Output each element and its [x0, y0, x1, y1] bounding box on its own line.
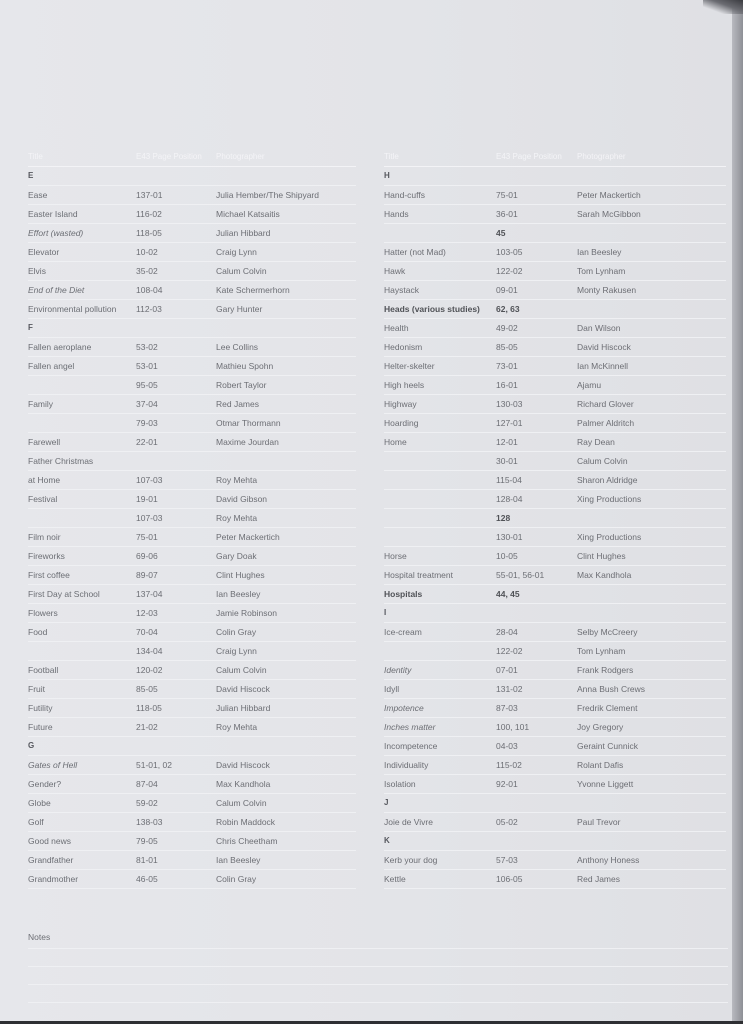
- entry-title: Effort (wasted): [28, 228, 84, 238]
- table-row: [384, 699, 726, 718]
- entry-title: Heads (various studies): [384, 304, 480, 314]
- entry-page-position: 21-02: [136, 722, 158, 732]
- entry-photographer: Colin Gray: [216, 874, 257, 884]
- table-row: [28, 224, 356, 243]
- table-row: [28, 357, 356, 376]
- section-letter: G: [28, 741, 35, 750]
- table-row: [384, 547, 726, 566]
- entry-page-position: 57-03: [496, 855, 518, 865]
- entry-photographer: Rolant Dafis: [577, 760, 624, 770]
- entry-photographer: Tom Lynham: [577, 266, 626, 276]
- section-letter-row: [384, 794, 726, 813]
- entry-title: Gates of Hell: [28, 760, 78, 770]
- entry-page-position: 87-03: [496, 703, 518, 713]
- section-letter: J: [384, 798, 389, 807]
- table-row: [28, 794, 356, 813]
- column-header-row: [28, 146, 356, 167]
- entry-page-position: 106-05: [496, 874, 523, 884]
- entry-title: Kettle: [384, 874, 406, 884]
- entry-title: Farewell: [28, 437, 61, 447]
- entry-page-position: 55-01, 56-01: [496, 570, 545, 580]
- notes-line: [28, 949, 728, 967]
- section-letter-row: [384, 832, 726, 851]
- entry-page-position: 36-01: [496, 209, 518, 219]
- entry-photographer: David Hiscock: [216, 684, 270, 694]
- entry-page-position: 09-01: [496, 285, 518, 295]
- entry-photographer: Red James: [216, 399, 259, 409]
- section-letter-row: [28, 167, 356, 186]
- entry-page-position: 81-01: [136, 855, 158, 865]
- table-row: [28, 623, 356, 642]
- section-letter-row: [384, 167, 726, 186]
- entry-page-position: 10-05: [496, 551, 518, 561]
- entry-photographer: Xing Productions: [577, 532, 642, 542]
- table-row: [28, 262, 356, 281]
- entry-page-position: 79-03: [136, 418, 158, 428]
- table-row: [384, 205, 726, 224]
- entry-page-position: 70-04: [136, 627, 158, 637]
- entry-photographer: Julian Hibbard: [216, 228, 271, 238]
- page-edge: [732, 0, 743, 1024]
- entry-title: Ice-cream: [384, 627, 422, 637]
- entry-title: Fallen angel: [28, 361, 75, 371]
- header-title: Title: [28, 152, 43, 161]
- entry-title: Incompetence: [384, 741, 438, 751]
- table-row: [384, 737, 726, 756]
- entry-photographer: Robert Taylor: [216, 380, 267, 390]
- entry-photographer: Colin Gray: [216, 627, 257, 637]
- entry-photographer: Anna Bush Crews: [577, 684, 646, 694]
- entry-page-position: 49-02: [496, 323, 518, 333]
- entry-photographer: Calum Colvin: [577, 456, 628, 466]
- entry-title: Elvis: [28, 266, 46, 276]
- entry-page-position: 92-01: [496, 779, 518, 789]
- entry-photographer: Peter Mackertich: [216, 532, 280, 542]
- entry-photographer: Fredrik Clement: [577, 703, 638, 713]
- entry-page-position: 51-01, 02: [136, 760, 172, 770]
- entry-title: Health: [384, 323, 409, 333]
- table-row: [28, 186, 356, 205]
- table-row: [28, 680, 356, 699]
- entry-page-position: 73-01: [496, 361, 518, 371]
- table-row: [28, 718, 356, 737]
- entry-title: Kerb your dog: [384, 855, 438, 865]
- table-row: [28, 395, 356, 414]
- entry-photographer: Xing Productions: [577, 494, 642, 504]
- entry-title: High heels: [384, 380, 425, 390]
- entry-page-position: 05-02: [496, 817, 518, 827]
- entry-photographer: Roy Mehta: [216, 722, 258, 732]
- entry-photographer: Geraint Cunnick: [577, 741, 638, 751]
- entry-title: Grandfather: [28, 855, 74, 865]
- section-letter: K: [384, 836, 390, 845]
- entry-photographer: Ian Beesley: [577, 247, 622, 257]
- entry-photographer: Max Kandhola: [216, 779, 271, 789]
- entry-photographer: Sharon Aldridge: [577, 475, 638, 485]
- entry-photographer: Calum Colvin: [216, 798, 267, 808]
- table-row: [28, 205, 356, 224]
- entry-photographer: Roy Mehta: [216, 513, 258, 523]
- entry-title: Isolation: [384, 779, 416, 789]
- entry-page-position: 10-02: [136, 247, 158, 257]
- page-corner-shadow: [703, 0, 743, 14]
- entry-page-position: 75-01: [496, 190, 518, 200]
- table-row: [28, 832, 356, 851]
- entry-page-position: 118-05: [136, 703, 162, 713]
- entry-page-position: 137-04: [136, 589, 163, 599]
- entry-page-position: 85-05: [496, 342, 518, 352]
- entry-photographer: Clint Hughes: [216, 570, 265, 580]
- table-row: [384, 756, 726, 775]
- entry-page-position: 45: [496, 228, 506, 238]
- entry-title: Father Christmas: [28, 456, 94, 466]
- entry-photographer: Tom Lynham: [577, 646, 626, 656]
- entry-title: Easter Island: [28, 209, 78, 219]
- entry-page-position: 53-01: [136, 361, 158, 371]
- table-row: [28, 699, 356, 718]
- entry-photographer: Yvonne Liggett: [577, 779, 634, 789]
- entry-page-position: 12-01: [496, 437, 518, 447]
- entry-photographer: Chris Cheetham: [216, 836, 278, 846]
- entry-photographer: Paul Trevor: [577, 817, 621, 827]
- entry-title: Horse: [384, 551, 407, 561]
- table-row: [28, 813, 356, 832]
- table-row: [384, 623, 726, 642]
- entry-page-position: 79-05: [136, 836, 158, 846]
- entry-page-position: 131-02: [496, 684, 523, 694]
- entry-title: Hatter (not Mad): [384, 247, 446, 257]
- entry-page-position: 138-03: [136, 817, 163, 827]
- table-row: [384, 661, 726, 680]
- entry-photographer: Roy Mehta: [216, 475, 258, 485]
- table-row: [384, 718, 726, 737]
- section-letter-row: [384, 604, 726, 623]
- header-photographer: Photographer: [216, 152, 265, 161]
- table-row: [384, 775, 726, 794]
- entry-photographer: Otmar Thormann: [216, 418, 281, 428]
- entry-title: at Home: [28, 475, 61, 485]
- entry-page-position: 30-01: [496, 456, 518, 466]
- entry-page-position: 103-05: [496, 247, 523, 257]
- entry-page-position: 19-01: [136, 494, 158, 504]
- entry-title: Hands: [384, 209, 409, 219]
- entry-title: Inches matter: [384, 722, 436, 732]
- entry-page-position: 95-05: [136, 380, 158, 390]
- column-header-row: [384, 146, 726, 167]
- entry-title: First Day at School: [28, 589, 100, 599]
- table-row: [28, 414, 356, 433]
- table-row: [28, 452, 356, 471]
- section-letter-row: [28, 319, 356, 338]
- header-position: E43 Page Position: [136, 152, 202, 161]
- entry-page-position: 69-06: [136, 551, 158, 561]
- table-row: [28, 604, 356, 623]
- entry-page-position: 22-01: [136, 437, 158, 447]
- entry-page-position: 122-02: [496, 646, 523, 656]
- entry-title: Joie de Vivre: [384, 817, 433, 827]
- entry-title: Highway: [384, 399, 417, 409]
- entry-photographer: Mathieu Spohn: [216, 361, 274, 371]
- table-row: [384, 471, 726, 490]
- entry-title: Festival: [28, 494, 58, 504]
- entry-page-position: 112-03: [136, 304, 162, 314]
- entry-title: Football: [28, 665, 59, 675]
- entry-photographer: Julian Hibbard: [216, 703, 271, 713]
- section-letter: E: [28, 171, 34, 180]
- table-row: [384, 433, 726, 452]
- entry-page-position: 115-02: [496, 760, 522, 770]
- table-row: [28, 243, 356, 262]
- table-row: [384, 490, 726, 509]
- entry-photographer: Ian McKinnell: [577, 361, 629, 371]
- table-row: [384, 262, 726, 281]
- index-rows-right: [384, 167, 726, 889]
- entry-title: Film noir: [28, 532, 61, 542]
- table-row: [384, 642, 726, 661]
- entry-title: Ease: [28, 190, 48, 200]
- entry-photographer: Calum Colvin: [216, 665, 267, 675]
- entry-page-position: 53-02: [136, 342, 158, 352]
- entry-title: Hedonism: [384, 342, 423, 352]
- entry-photographer: Craig Lynn: [216, 646, 257, 656]
- table-row: [384, 851, 726, 870]
- table-row: [28, 300, 356, 319]
- index-column-left: [28, 146, 356, 889]
- entry-page-position: 100, 101: [496, 722, 530, 732]
- table-row: [384, 870, 726, 889]
- entry-photographer: Frank Rodgers: [577, 665, 634, 675]
- entry-title: Hospitals: [384, 589, 423, 599]
- table-row: [384, 376, 726, 395]
- entry-title: Hoarding: [384, 418, 419, 428]
- entry-photographer: Dan Wilson: [577, 323, 621, 333]
- entry-title: First coffee: [28, 570, 70, 580]
- entry-title: Future: [28, 722, 53, 732]
- table-row: [28, 528, 356, 547]
- entry-page-position: 87-04: [136, 779, 158, 789]
- table-row: [28, 851, 356, 870]
- entry-title: Helter-skelter: [384, 361, 435, 371]
- table-row: [28, 661, 356, 680]
- entry-page-position: 137-01: [136, 190, 163, 200]
- notes-line: [28, 985, 728, 1003]
- notes-line: [28, 967, 728, 985]
- entry-page-position: 28-04: [496, 627, 518, 637]
- entry-page-position: 128-04: [496, 494, 523, 504]
- entry-page-position: 37-04: [136, 399, 158, 409]
- entry-title: Fruit: [28, 684, 45, 694]
- table-row: [28, 433, 356, 452]
- entry-title: Futility: [28, 703, 53, 713]
- entry-page-position: 107-03: [136, 513, 163, 523]
- notes-section: [28, 926, 728, 1003]
- entry-photographer: Kate Schermerhorn: [216, 285, 290, 295]
- entry-photographer: Ian Beesley: [216, 855, 261, 865]
- entry-photographer: Sarah McGibbon: [577, 209, 641, 219]
- entry-page-position: 108-04: [136, 285, 163, 295]
- entry-photographer: Robin Maddock: [216, 817, 276, 827]
- entry-photographer: Ajamu: [577, 380, 602, 390]
- table-row: [384, 186, 726, 205]
- table-row: [384, 528, 726, 547]
- entry-title: Golf: [28, 817, 44, 827]
- table-row: [384, 566, 726, 585]
- entry-photographer: Anthony Honess: [577, 855, 640, 865]
- table-row: [384, 300, 726, 319]
- entry-photographer: Gary Doak: [216, 551, 257, 561]
- section-letter-row: [28, 737, 356, 756]
- entry-photographer: Peter Mackertich: [577, 190, 641, 200]
- entry-page-position: 16-01: [496, 380, 518, 390]
- entry-title: Fallen aeroplane: [28, 342, 92, 352]
- entry-page-position: 115-04: [496, 475, 522, 485]
- entry-page-position: 118-05: [136, 228, 162, 238]
- table-row: [28, 775, 356, 794]
- table-row: [384, 319, 726, 338]
- table-row: [384, 414, 726, 433]
- entry-title: Food: [28, 627, 48, 637]
- entry-title: Environmental pollution: [28, 304, 117, 314]
- entry-page-position: 62, 63: [496, 304, 520, 314]
- entry-photographer: Maxime Jourdan: [216, 437, 279, 447]
- entry-photographer: Craig Lynn: [216, 247, 257, 257]
- entry-title: Individuality: [384, 760, 429, 770]
- table-row: [28, 490, 356, 509]
- table-row: [384, 395, 726, 414]
- entry-photographer: Selby McCreery: [577, 627, 638, 637]
- entry-title: Identity: [384, 665, 412, 675]
- table-row: [28, 870, 356, 889]
- entry-page-position: 120-02: [136, 665, 163, 675]
- index-rows-left: [28, 167, 356, 889]
- entry-page-position: 12-03: [136, 608, 158, 618]
- entry-title: Family: [28, 399, 54, 409]
- entry-page-position: 128: [496, 513, 511, 523]
- entry-title: Hand-cuffs: [384, 190, 425, 200]
- entry-title: Globe: [28, 798, 51, 808]
- header-photographer: Photographer: [577, 152, 626, 161]
- table-row: [28, 547, 356, 566]
- table-row: [28, 281, 356, 300]
- table-row: [384, 680, 726, 699]
- entry-page-position: 35-02: [136, 266, 158, 276]
- entry-title: Idyll: [384, 684, 400, 694]
- entry-page-position: 44, 45: [496, 589, 520, 599]
- table-row: [384, 452, 726, 471]
- entry-page-position: 07-01: [496, 665, 518, 675]
- entry-title: Haystack: [384, 285, 419, 295]
- entry-page-position: 116-02: [136, 209, 162, 219]
- table-row: [28, 338, 356, 357]
- entry-title: Home: [384, 437, 407, 447]
- entry-page-position: 127-01: [496, 418, 523, 428]
- entry-photographer: Ian Beesley: [216, 589, 261, 599]
- table-row: [384, 813, 726, 832]
- table-row: [384, 585, 726, 604]
- index-column-right: [384, 146, 726, 889]
- entry-page-position: 59-02: [136, 798, 158, 808]
- entry-page-position: 85-05: [136, 684, 158, 694]
- table-row: [28, 756, 356, 775]
- entry-photographer: Monty Rakusen: [577, 285, 637, 295]
- entry-title: End of the Diet: [28, 285, 85, 295]
- entry-photographer: Gary Hunter: [216, 304, 263, 314]
- entry-page-position: 130-03: [496, 399, 523, 409]
- table-row: [384, 281, 726, 300]
- entry-photographer: Clint Hughes: [577, 551, 626, 561]
- table-row: [384, 224, 726, 243]
- entry-page-position: 46-05: [136, 874, 158, 884]
- header-title: Title: [384, 152, 399, 161]
- entry-photographer: Lee Collins: [216, 342, 259, 352]
- entry-title: Impotence: [384, 703, 424, 713]
- section-letter: H: [384, 171, 390, 180]
- entry-page-position: 04-03: [496, 741, 518, 751]
- section-letter: I: [384, 608, 387, 617]
- table-row: [384, 338, 726, 357]
- entry-photographer: David Gibson: [216, 494, 268, 504]
- table-row: [28, 642, 356, 661]
- entry-photographer: Julia Hember/The Shipyard: [216, 190, 319, 200]
- entry-photographer: Richard Glover: [577, 399, 634, 409]
- entry-photographer: Calum Colvin: [216, 266, 267, 276]
- entry-title: Fireworks: [28, 551, 65, 561]
- entry-page-position: 122-02: [496, 266, 523, 276]
- entry-title: Hawk: [384, 266, 406, 276]
- notes-label: Notes: [28, 926, 728, 949]
- entry-title: Good news: [28, 836, 71, 846]
- table-row: [28, 566, 356, 585]
- entry-title: Hospital treatment: [384, 570, 453, 580]
- table-row: [384, 509, 726, 528]
- entry-photographer: David Hiscock: [216, 760, 270, 770]
- table-row: [28, 471, 356, 490]
- entry-photographer: David Hiscock: [577, 342, 631, 352]
- entry-title: Flowers: [28, 608, 58, 618]
- entry-page-position: 107-03: [136, 475, 163, 485]
- entry-title: Elevator: [28, 247, 60, 257]
- entry-title: Gender?: [28, 779, 62, 789]
- table-row: [28, 509, 356, 528]
- table-row: [28, 585, 356, 604]
- header-position: E43 Page Position: [496, 152, 562, 161]
- entry-title: Grandmother: [28, 874, 79, 884]
- section-letter: F: [28, 323, 33, 332]
- table-row: [28, 376, 356, 395]
- entry-page-position: 134-04: [136, 646, 163, 656]
- entry-photographer: Red James: [577, 874, 620, 884]
- table-row: [384, 357, 726, 376]
- entry-page-position: 89-07: [136, 570, 158, 580]
- entry-photographer: Joy Gregory: [577, 722, 624, 732]
- entry-photographer: Palmer Aldritch: [577, 418, 635, 428]
- entry-page-position: 130-01: [496, 532, 523, 542]
- entry-page-position: 75-01: [136, 532, 158, 542]
- entry-photographer: Michael Katsaitis: [216, 209, 280, 219]
- entry-photographer: Max Kandhola: [577, 570, 632, 580]
- entry-photographer: Jamie Robinson: [216, 608, 277, 618]
- entry-photographer: Ray Dean: [577, 437, 615, 447]
- table-row: [384, 243, 726, 262]
